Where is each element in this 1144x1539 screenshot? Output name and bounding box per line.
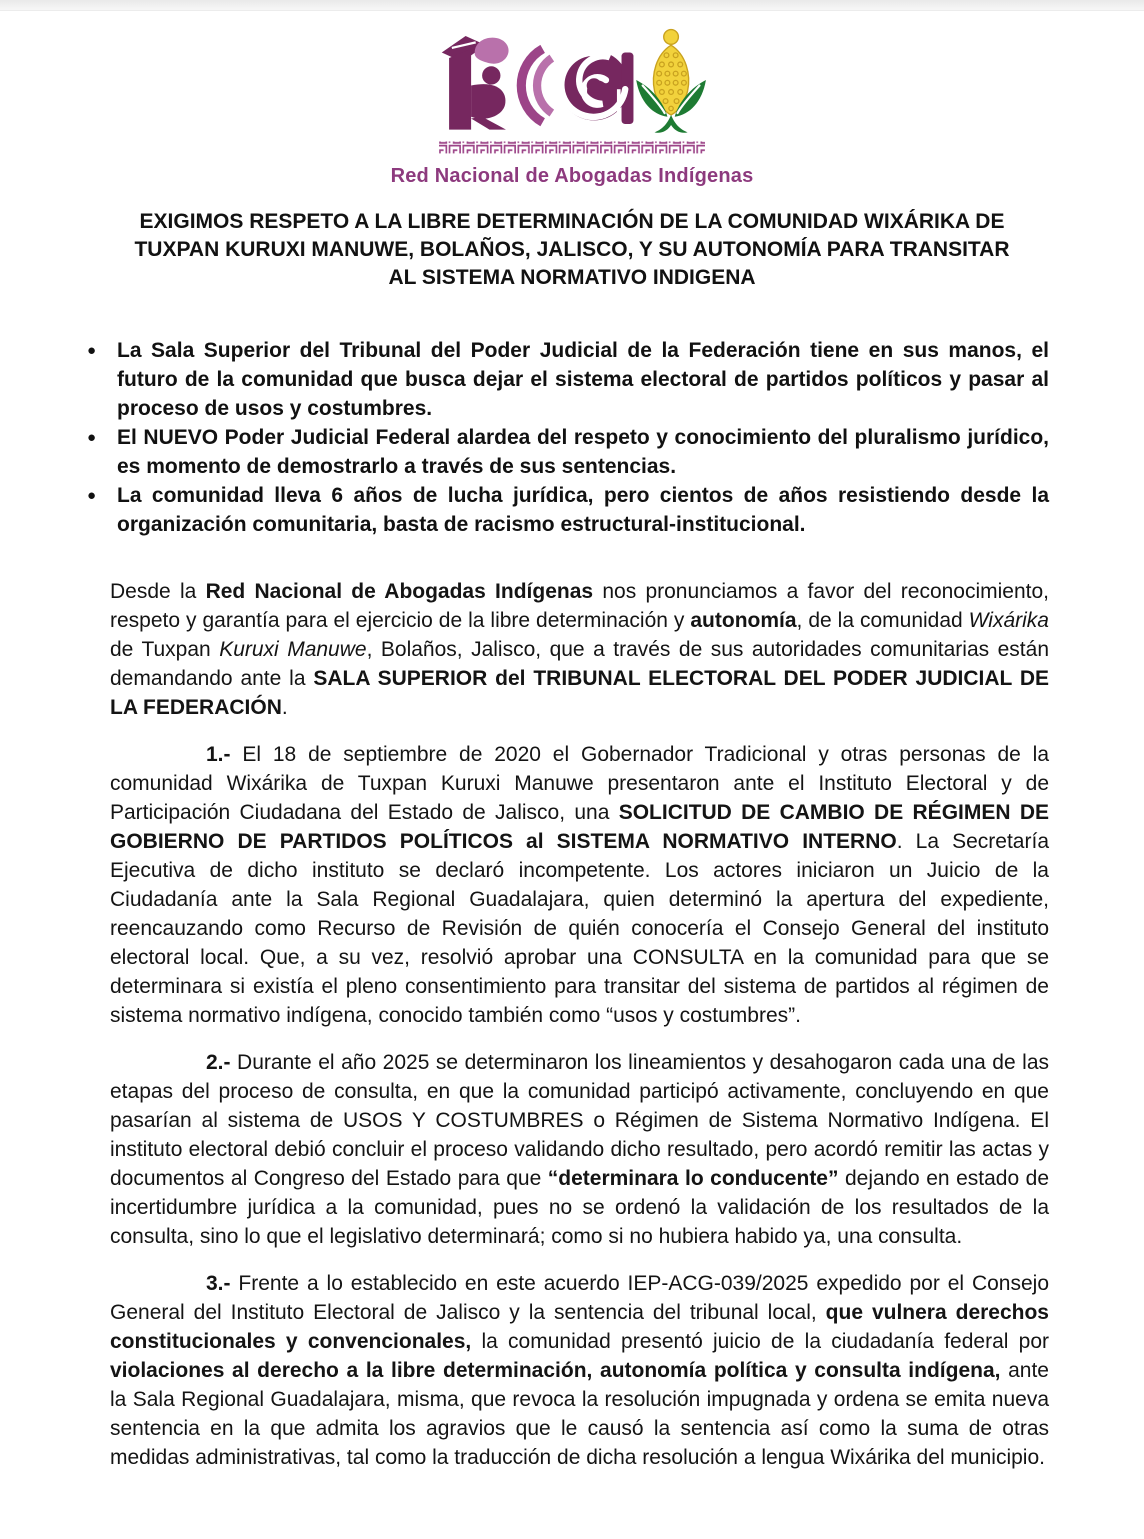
meander-border [439,141,705,153]
list-item [85,423,1049,481]
bullet-icon: ● [87,487,97,504]
intro-paragraph: Desde la Red Nacional de Abogadas Indígenas nos pronunciamos a favor del reconocimiento, respeto y garantía para el ejercicio de la libre determinación y autonomía, de la comunidad Wixárika de Tuxpan Kuruxi Manuwe, Bolaños, Jalisco, que a través de sus autoridades comunitarias están demandando ante la SALA SUPERIOR del TRIBUNAL ELECTORAL DEL PODER JUDICIAL DE LA FEDERACIÓN. [110,580,1050,719]
document-body [110,577,1049,1472]
key-points-list [85,336,1049,539]
document-title [0,208,1144,292]
numbered-paragraph-3: 3.- Frente a lo establecido en este acuerdo IEP-ACG-039/2025 expedido por el Consejo General del Instituto Electoral de Jalisco y la sentencia del tribunal local, que vulnera derechos constitucionales y convencionales, la comunidad presentó juicio de la ciudadanía federal por violaciones al derecho a la libre determinación, autonomía política y consulta indígena, ante la Sala Regional Guadalajara, misma, que revoca la resolución impugnada y ordena se emita nueva sentencia en la que admita los agravios que le causó la sentencia así como la suma de otras medidas administrativas, tal como la traducción de dicha resolución a lengua Wixárika del municipio. [110,1272,1050,1469]
list-item [85,481,1049,539]
bullet-text: El NUEVO Poder Judicial Federal alardea del respeto y conocimiento del pluralismo jurídico, es momento de demostrarlo a través de sus sentencias. [117,426,1049,478]
numbered-paragraph-2: 2.- Durante el año 2025 se determinaron los lineamientos y desahogaron cada una de las etapas del proceso de consulta, en que la comunidad participó activamente, concluyendo en que pasarían al sistema de USOS Y COSTUMBRES o Régimen de Sistema Normativo Indígena. El instituto electoral debió concluir el proceso validando dicho resultado, pero acordó remitir las actas y documentos al Congreso del Estado para que “determinara lo conducente” dejando en estado de incertidumbre jurídica a la comunidad, pues no se ordenó la validación de los resultados de la consulta, sino lo que el legislativo determinará; como si no hubiera habido ya, una consulta. [110,1051,1050,1248]
bullet-icon: ● [87,429,97,446]
bullet-icon: ● [87,342,97,359]
logo-spiral-a-icon [521,49,633,124]
list-item [85,336,1049,423]
logo-letter-r-icon [442,36,509,130]
rnai-logo-graphic [434,25,710,158]
rnai-logo [0,25,1144,188]
corn-icon [636,30,706,133]
org-name: Red Nacional de Abogadas Indígenas [390,165,754,187]
title-line-1: EXIGIMOS RESPETO A LA LIBRE DETERMINACIÓN DE LA COMUNIDAD WIXÁRIKA DE [139,210,1005,233]
scan-top-edge [0,0,1144,11]
bullet-text: La Sala Superior del Tribunal del Poder Judicial de la Federación tiene en sus manos, el futuro de la comunidad que busca dejar el sistema electoral de partidos políticos y pasar al proceso de usos y costumbres. [117,339,1049,420]
bullet-text: La comunidad lleva 6 años de lucha jurídica, pero cientos de años resistiendo desde la organización comunitaria, basta de racismo estructural-institucional. [117,484,1049,536]
title-line-2: TUXPAN KURUXI MANUWE, BOLAÑOS, JALISCO, Y SU AUTONOMÍA PARA TRANSITAR [134,238,1010,261]
title-line-3: AL SISTEMA NORMATIVO INDIGENA [388,266,756,289]
numbered-paragraph-1: 1.- El 18 de septiembre de 2020 el Gobernador Tradicional y otras personas de la comunidad Wixárika de Tuxpan Kuruxi Manuwe presentaron ante el Instituto Electoral y de Participación Ciudadana del Estado de Jalisco, una SOLICITUD DE CAMBIO DE RÉGIMEN DE GOBIERNO DE PARTIDOS POLÍTICOS al SISTEMA NORMATIVO INTERNO. La Secretaría Ejecutiva de dicho instituto se declaró incompetente. Los actores iniciaron un Juicio de la Ciudadanía ante la Sala Regional Guadalajara, quien determinó la apertura del expediente, reencauzando como Recurso de Revisión de quién conocería el Consejo General del instituto electoral local. Que, a su vez, resolvió aprobar una CONSULTA en la comunidad para que se determinara si existía el pleno consentimiento para transitar del sistema de partidos al régimen de sistema normativo indígena, conocido también como “usos y costumbres”. [110,743,1049,1027]
